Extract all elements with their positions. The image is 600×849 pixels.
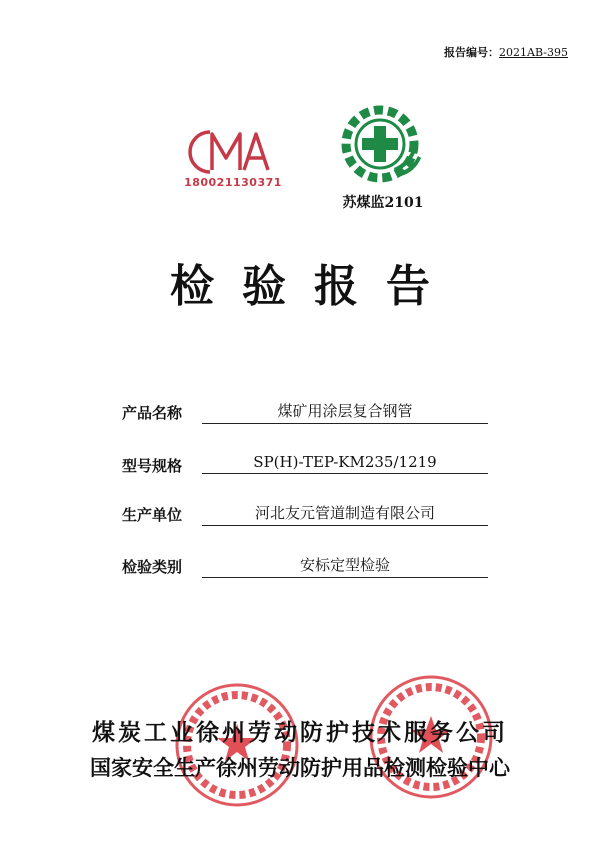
field-label: 检验类别 [122, 558, 183, 576]
organization-name-1: 煤炭工业徐州劳动防护技术服务公司 [92, 720, 508, 746]
report-number-label: 报告编号： [444, 46, 500, 59]
field-value: SP(H)-TEP-KM235/1219 [202, 453, 488, 474]
organization-name-2: 国家安全生产徐州劳动防护用品检测检验中心 [90, 756, 510, 780]
cma-code: 180021130371 [184, 176, 282, 189]
report-number-value: 2021AB-395 [499, 46, 568, 59]
field-model-spec [122, 455, 502, 477]
field-product-name [122, 402, 502, 424]
field-label: 型号规格 [122, 457, 183, 475]
field-label: 产品名称 [122, 404, 183, 422]
field-value: 河北友元管道制造有限公司 [202, 502, 488, 526]
document-title: 检验报告 [170, 261, 458, 312]
field-value: 煤矿用涂层复合钢管 [202, 400, 488, 424]
field-value: 安标定型检验 [202, 554, 488, 578]
field-inspection-type [122, 556, 502, 578]
report-number [444, 44, 568, 60]
field-manufacturer [122, 504, 502, 526]
safety-code: 苏煤监2101 [342, 195, 424, 211]
safety-mark-icon [334, 98, 426, 190]
field-label: 生产单位 [122, 506, 183, 524]
